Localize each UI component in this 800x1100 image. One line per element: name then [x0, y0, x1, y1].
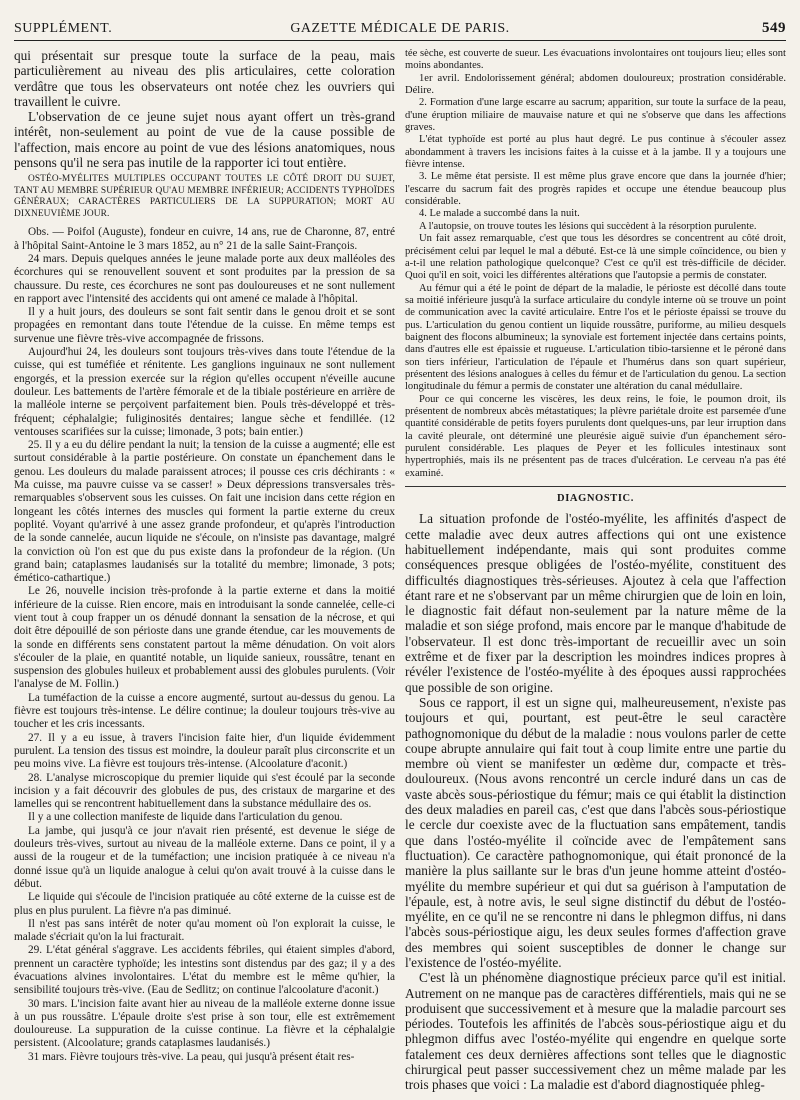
case-heading: OSTÉO-MYÉLITES MULTIPLES OCCUPANT TOUTES LE CÔTÉ DROIT DU SUJET, TANT AU MEMBRE SUPÉRIEUR QU'AU MEMBRE INFÉRIEUR; ACCIDENTS TYPHOÏDES GÉNÉRAUX; CARACTÈRES PARTICULIERS DE LA SUPPURATION; MORT AU DIXNEUVIÈME JOUR.	[14, 174, 395, 219]
paragraph: La jambe, qui jusqu'à ce jour n'avait rien présenté, est devenue le siége de douleurs très-vives, surtout au niveau de la malléole externe. Dans ce point, il y a aussi de la rougeur et de la tuméfaction; une incision pratiquée à ce niveau n'a donné issue qu'à un liquide analogue à celui qu'on avait trouvé à la cuisse dans le début.	[14, 824, 395, 890]
page-header	[14, 18, 786, 41]
paragraph: 25. Il y a eu du délire pendant la nuit; la tension de la cuisse a augmenté; elle est surtout considérable à la partie postérieure. On constate un épanchement dans le genou. Les douleurs du malade paraissent atroces; il pousse ces cris déchirants : « Ma cuisse, ma pauvre cuisse va se casser! » Deux dépressions transversales très-remarquables s'observent sous les cuisses. On fait une incision dans cette région en longeant les côtés internes des muscles qui forment la partie externe du creux poplité. Voyant qu'arrivé à une assez grande profondeur, et qu'après l'introduction de la sonde cannelée, aucun liquide ne s'écoule, on n'insiste pas davantage, malgré la conviction où l'on est que du pus existe dans la profondeur de la région. (Un grand bain; cataplasmes laudanisés sur la totalité du membre; limonade, 3 pots; émético-cathartique.)	[14, 439, 395, 585]
paragraph: Sous ce rapport, il est un signe qui, malheureusement, n'existe pas toujours et qui, pourtant, est peut-être le seul caractère pathognomonique du début de la maladie : nous voulons parler de cette coupe abrupte annulaire qui fait tout à coup limite entre une partie du membre où vient se manifester un œdème dur, compacte et très-douloureux. (Nous avons rencontré un cercle induré dans un cas de vaste abcès sous-périostique du fémur; mais ce qui établit la distinction des deux maladies en pareil cas, c'est que dans l'abcès sous-périostique le cercle dur coexiste avec de la fluctuation sans empâtement, tandis que dans l'ostéo-myélite il coïncide avec de l'empâtement sans fluctuation). Ce caractère pathognomonique, qui était prononcé de la manière la plus saillante sur le bras d'un jeune homme atteint d'ostéo-myélite du membre supérieur et qui dut sa guérison à l'amputation de l'épaule, est, à notre avis, le seul signe distinctif du début de l'ostéo-myélite, en ce qu'il ne se rencontre ni dans le phlegmon diffus, ni dans l'abcès sous-périostique aigu, les deux seules formes d'affection grave des membres qui soient susceptibles de donner le change sur l'existence de l'ostéo-myélite.	[405, 694, 786, 970]
paragraph: Le 26, nouvelle incision très-profonde à la partie externe et dans la moitié inférieure de la cuisse. Rien encore, mais en introduisant la sonde cannelée, celle-ci vient tout à coup frapper un os dénudé donnant la sensation de la nécrose, et qui doit être dépouillé de son périoste dans une grande étendue, car les mouvements de la sonde en différents sens constatent partout la même dénudation. On voit alors s'écouler de la plaie, en quantité notable, un liquide sanieux, roussâtre, tenant en suspension des globules huileux et probablement aussi des globules purulents. (Voir l'analyse de M. Follin.)	[14, 585, 395, 691]
header-journal-title: GAZETTE MÉDICALE DE PARIS.	[290, 21, 510, 36]
header-supplement: SUPPLÉMENT.	[14, 21, 113, 36]
paragraph: 28. L'analyse microscopique du premier liquide qui s'est écoulé par la seconde incision y a fait découvrir des globules de pus, des cristaux de margarine et des lamelles qui se rencontrent habituellement dans la substance médullaire des os.	[14, 771, 395, 811]
diagnostic-body	[405, 511, 786, 1092]
paragraph: Un fait assez remarquable, c'est que tous les désordres se concentrent au côté droit, précisément celui par lequel le mal a débuté. Est-ce là une simple coïncidence, ou bien y a-t-il une relation pathologique quelconque? C'est ce qu'il est très-difficile de décider. Quoi qu'il en soit, voici les différentes altérations que l'autopsie a permis de constater.	[405, 233, 786, 282]
paragraph: 3. Le même état persiste. Il est même plus grave encore que dans la journée d'hier; l'escarre du sacrum fait des progrès rapides et occupe une étendue beaucoup plus considérable.	[405, 171, 786, 208]
paragraph: 31 mars. Fièvre toujours très-vive. La peau, qui jusqu'à présent était res-	[28, 1050, 355, 1063]
left-column	[14, 48, 395, 1092]
case-body	[14, 226, 395, 1064]
paragraph: La tuméfaction de la cuisse a encore augmenté, surtout au-dessus du genou. La fièvre est toujours très-intense. Le délire continue; la douleur toujours très-vive au toucher et les cris incessants.	[14, 691, 395, 731]
paragraph: L'observation de ce jeune sujet nous ayant offert un très-grand intérêt, non-seulement au point de vue de la cause possible de l'affection, mais encore au point de vue des lésions anatomiques, nous pensons qu'il ne sera pas inutile de la rapporter ici tout entière.	[14, 109, 395, 171]
paragraph: Pour ce qui concerne les viscères, les deux reins, le foie, le poumon droit, ils présentent de nombreux abcès métastatiques; la plèvre pariétale droite est parsemée d'une quantité considérable de petits foyers purulents dont quelques-uns, par leur irruption dans la cavité pleurale, ont déterminé une pleurésie aiguë suivie d'un épanchement séro-purulent considérable. Les plaques de Peyer et les follicules intestinaux sont hypertrophiés, mais ils ne présentent pas de traces d'ulcération. Le cerveau n'a pas été examiné.	[405, 393, 786, 479]
paragraph: Il n'est pas sans intérêt de noter qu'au moment où l'on explorait la cuisse, le malade s'écriait qu'on la lui fracturait.	[14, 917, 395, 944]
paragraph: 4. Le malade a succombé dans la nuit.	[419, 208, 580, 220]
autopsy-body	[405, 48, 786, 480]
section-title: DIAGNOSTIC.	[557, 493, 634, 505]
paragraph: 2. Formation d'une large escarre au sacrum; apparition, sur toute la surface de la peau, d'une éruption miliaire de mauvaise nature et qui ne s'observe que dans les affections graves.	[405, 97, 786, 134]
paragraph: Aujourd'hui 24, les douleurs sont toujours très-vives dans toute l'étendue de la cuisse, qui est tuméfiée et rénitente. Les ganglions inguinaux ne sont nullement engorgés, et la pression exercée sur la région qu'elles occupent n'éveille aucune douleur. Les battements de l'artère fémorale et de la tibiale postérieure en arrière de la malléole interne se perçoivent parfaitement bien. Pouls très-développé et très-fréquent; céphalalgie; fuliginosités dentaires; langue sèche et fendillée. (12 ventouses scarifiées sur la cuisse; limonade, 3 pots; bain entier.)	[14, 346, 395, 438]
paragraph: L'état typhoïde est porté au plus haut degré. Le pus continue à s'écouler assez abondamment à travers les incisions faites à la cuisse et à la jambe. Il y a toujours une fièvre intense.	[405, 134, 786, 171]
text-columns	[14, 48, 786, 1092]
paragraph: A l'autopsie, on trouve toutes les lésions qui succèdent à la résorption purulente.	[419, 220, 757, 232]
section-divider	[405, 486, 786, 487]
paragraph: 1er avril. Endolorissement général; abdomen douloureux; prostration considérable. Délire.	[405, 72, 786, 97]
paragraph: Le liquide qui s'écoule de l'incision pratiquée au côté externe de la cuisse est de plus en plus purulent. La fièvre n'a pas diminué.	[14, 891, 395, 917]
paragraph: 30 mars. L'incision faite avant hier au niveau de la malléole externe donne issue à un pus roussâtre. L'épaule droite s'est prise à son tour, elle est extrêmement douloureuse. La suppuration de la cuisse continue. La fièvre et la céphalalgie persistent. (Alcoolature; grands cataplasmes laudanisés.)	[14, 997, 395, 1050]
paragraph: qui présentait sur presque toute la surface de la peau, mais particulièrement au niveau des plis articulaires, cette coloration verdâtre que tous les observateurs ont notée chez les ouvriers qui travaillent le cuivre.	[14, 48, 395, 109]
right-column	[405, 48, 786, 1092]
paragraph: La situation profonde de l'ostéo-myélite, les affinités d'aspect de cette maladie avec deux autres affections qui ont une existence habituellement indépendante, mais qui sont produites comme conséquences presque obligées de l'ostéo-myélite, constituent des difficultés diagnostiques très-sérieuses. Ajoutez à cela que l'affection étant rare et ne s'observant par un même chirurgien que de loin en loin, le diagnostic fait défaut non-seulement par la nature même de la maladie et son siége profond, mais encore par le manque d'habitude de l'observateur. Il est donc très-important de recueillir avec un soin extrême et de fixer par la description les moindres indices propres à révéler l'existence de l'ostéo-myélite à des époques aussi rapprochées que possible de son origine.	[405, 511, 786, 695]
paragraph: tée sèche, est couverte de sueur. Les évacuations involontaires ont toujours lieu; elles sont moins abondantes.	[405, 48, 786, 72]
page-number: 549	[762, 20, 786, 36]
paragraph: Obs. — Poifol (Auguste), fondeur en cuivre, 14 ans, rue de Charonne, 87, entré à l'hôpital Saint-Antoine le 3 mars 1852, au n° 21 de la salle Saint-François.	[14, 226, 395, 252]
paragraph: Il y a une collection manifeste de liquide dans l'articulation du genou.	[28, 811, 343, 824]
paragraph: 27. Il y a eu issue, à travers l'incision faite hier, d'un liquide évidemment purulent. La tension des tissus est moindre, la douleur paraît plus circonscrite et un peu moins vive. La fièvre est toujours très-intense. (Alcoolature d'aconit.)	[14, 731, 395, 771]
paragraph: C'est là un phénomène diagnostique précieux parce qu'il est initial. Autrement on ne manque pas de caractères différentiels, mais qui ne se produisent que successivement et à mesure que la maladie parcourt ses périodes. Toutefois les affinités de l'abcès sous-périostique aigu et du phlegmon diffus avec l'ostéo-myélite qui engendre en quelque sorte fatalement ces deux dernières affections sont telles que le diagnostic chirurgical peut passer successivement chez un même malade par les trois phases que voici : La maladie est d'abord diagnostiquée phleg-	[405, 970, 786, 1092]
paragraph: 24 mars. Depuis quelques années le jeune malade porte aux deux malléoles des écorchures qui se renouvellent souvent et sont produites par la pression de sa chaussure. Du reste, ces écorchures ne sont pas douloureuses et ne sont nullement en rapport avec l'intensité des accidents qui ont amené ce malade à l'hôpital.	[14, 252, 395, 305]
paragraph: Au fémur qui a été le point de départ de la maladie, le périoste est décollé dans toute sa moitié inférieure jusqu'à la surface articulaire du condyle interne où se trouve un point de communication avec la cavité articulaire. Entre l'os et le périoste épaissi se trouve du pus. L'articulation du genou contient un liquide roussâtre, puriforme, au milieu desquels baignent des flocons albumineux; la synoviale est fortement injectée dans certains points, dans d'autres elle est épaissie et rugueuse. L'articulation tibio-tarsienne et le péroné dans son tiers inférieur, l'articulation de l'épaule et l'humérus dans son quart supérieur, présentent des lésions analogues à celles du fémur et de l'articulation du genou. La section longitudinale du fémur a permis de constater une altération du canal médullaire.	[405, 282, 786, 393]
paragraph: 29. L'état général s'aggrave. Les accidents fébriles, qui étaient simples d'abord, prennent un caractère typhoïde; les intestins sont distendus par des gaz; il y a des évacuations alvines involontaires. L'état du membre est le même qu'hier, la sensibilité toujours très-vive. (Eau de Sedlitz; on continue l'alcoolature d'aconit.)	[14, 944, 395, 997]
paragraph: Il y a huit jours, des douleurs se sont fait sentir dans le genou droit et se sont propagées en remontant dans toute l'étendue de la cuisse. En même temps est survenue une fièvre très-vive accompagnée de frissons.	[14, 306, 395, 345]
